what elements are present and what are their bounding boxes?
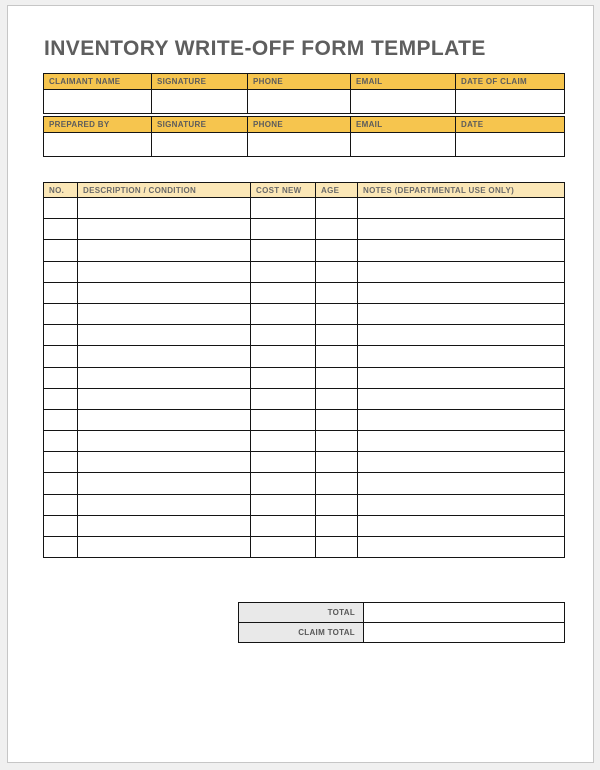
prepared-email-field[interactable] (351, 133, 456, 157)
item-cost-new-cell[interactable] (251, 219, 316, 240)
item-no-cell[interactable] (44, 346, 78, 367)
prepared-phone-header: PHONE (248, 117, 351, 133)
item-notes-cell[interactable] (358, 282, 565, 303)
items-notes-header: NOTES (DEPARTMENTAL USE ONLY) (358, 183, 565, 198)
item-notes-cell[interactable] (358, 537, 565, 558)
items-cost-new-header: COST NEW (251, 183, 316, 198)
items-table (43, 182, 565, 558)
item-cost-new-cell[interactable] (251, 198, 316, 219)
claim-total-value-field[interactable] (364, 623, 565, 643)
claimant-name-field[interactable] (44, 90, 152, 114)
item-cost-new-cell[interactable] (251, 431, 316, 452)
item-row (44, 367, 565, 388)
item-cost-new-cell[interactable] (251, 494, 316, 515)
item-notes-cell[interactable] (358, 431, 565, 452)
item-cost-new-cell[interactable] (251, 282, 316, 303)
item-cost-new-cell[interactable] (251, 515, 316, 536)
item-age-cell[interactable] (316, 240, 358, 261)
item-age-cell[interactable] (316, 261, 358, 282)
item-description-cell[interactable] (78, 325, 251, 346)
page-title: INVENTORY WRITE-OFF FORM TEMPLATE (44, 37, 486, 60)
item-notes-cell[interactable] (358, 303, 565, 324)
item-description-cell[interactable] (78, 219, 251, 240)
claimant-signature-header: SIGNATURE (152, 74, 248, 90)
item-description-cell[interactable] (78, 494, 251, 515)
item-no-cell[interactable] (44, 452, 78, 473)
total-value-field[interactable] (364, 603, 565, 623)
item-description-cell[interactable] (78, 282, 251, 303)
item-age-cell[interactable] (316, 515, 358, 536)
item-no-cell[interactable] (44, 198, 78, 219)
item-description-cell[interactable] (78, 473, 251, 494)
item-no-cell[interactable] (44, 219, 78, 240)
item-age-cell[interactable] (316, 452, 358, 473)
item-notes-cell[interactable] (358, 219, 565, 240)
item-notes-cell[interactable] (358, 452, 565, 473)
item-age-cell[interactable] (316, 431, 358, 452)
item-no-cell[interactable] (44, 325, 78, 346)
item-age-cell[interactable] (316, 409, 358, 430)
item-description-cell[interactable] (78, 452, 251, 473)
items-no-header: NO. (44, 183, 78, 198)
item-row (44, 452, 565, 473)
item-notes-cell[interactable] (358, 240, 565, 261)
item-description-cell[interactable] (78, 537, 251, 558)
item-no-cell[interactable] (44, 473, 78, 494)
item-row (44, 240, 565, 261)
item-cost-new-cell[interactable] (251, 367, 316, 388)
prepared-signature-header: SIGNATURE (152, 117, 248, 133)
item-cost-new-cell[interactable] (251, 388, 316, 409)
claimant-email-field[interactable] (351, 90, 456, 114)
item-notes-cell[interactable] (358, 325, 565, 346)
item-row (44, 515, 565, 536)
claimant-table (43, 73, 565, 114)
item-age-cell[interactable] (316, 198, 358, 219)
item-no-cell[interactable] (44, 388, 78, 409)
prepared-header-row (44, 117, 565, 133)
item-age-cell[interactable] (316, 473, 358, 494)
items-header-row (44, 183, 565, 198)
item-age-cell[interactable] (316, 388, 358, 409)
item-row (44, 431, 565, 452)
item-notes-cell[interactable] (358, 388, 565, 409)
item-cost-new-cell[interactable] (251, 325, 316, 346)
item-no-cell[interactable] (44, 431, 78, 452)
prepared-email-header: EMAIL (351, 117, 456, 133)
item-age-cell[interactable] (316, 219, 358, 240)
item-notes-cell[interactable] (358, 346, 565, 367)
item-row (44, 537, 565, 558)
claimant-header-row (44, 74, 565, 90)
claimant-phone-field[interactable] (248, 90, 351, 114)
item-cost-new-cell[interactable] (251, 409, 316, 430)
item-age-cell[interactable] (316, 282, 358, 303)
item-description-cell[interactable] (78, 367, 251, 388)
prepared-by-field[interactable] (44, 133, 152, 157)
item-row (44, 494, 565, 515)
item-description-cell[interactable] (78, 409, 251, 430)
prepared-signature-field[interactable] (152, 133, 248, 157)
claimant-name-header: CLAIMANT NAME (44, 74, 152, 90)
item-row (44, 346, 565, 367)
item-no-cell[interactable] (44, 303, 78, 324)
item-description-cell[interactable] (78, 240, 251, 261)
item-description-cell[interactable] (78, 346, 251, 367)
item-notes-cell[interactable] (358, 409, 565, 430)
prepared-by-table (43, 116, 565, 157)
item-notes-cell[interactable] (358, 494, 565, 515)
item-row (44, 473, 565, 494)
page (7, 5, 594, 763)
item-cost-new-cell[interactable] (251, 303, 316, 324)
items-age-header: AGE (316, 183, 358, 198)
item-age-cell[interactable] (316, 346, 358, 367)
item-cost-new-cell[interactable] (251, 452, 316, 473)
totals-table (238, 602, 565, 643)
item-row (44, 261, 565, 282)
item-no-cell[interactable] (44, 240, 78, 261)
item-description-cell[interactable] (78, 388, 251, 409)
prepared-by-header: PREPARED BY (44, 117, 152, 133)
item-cost-new-cell[interactable] (251, 537, 316, 558)
item-age-cell[interactable] (316, 303, 358, 324)
prepared-date-field[interactable] (456, 133, 565, 157)
prepared-date-header: DATE (456, 117, 565, 133)
item-no-cell[interactable] (44, 515, 78, 536)
claimant-phone-header: PHONE (248, 74, 351, 90)
item-no-cell[interactable] (44, 409, 78, 430)
total-row (239, 603, 565, 623)
claimant-date-field[interactable] (456, 90, 565, 114)
claimant-date-header: DATE OF CLAIM (456, 74, 565, 90)
item-age-cell[interactable] (316, 367, 358, 388)
item-row (44, 219, 565, 240)
claim-total-row (239, 623, 565, 643)
item-age-cell[interactable] (316, 325, 358, 346)
item-description-cell[interactable] (78, 198, 251, 219)
claimant-signature-field[interactable] (152, 90, 248, 114)
prepared-value-row (44, 133, 565, 157)
item-description-cell[interactable] (78, 261, 251, 282)
item-row (44, 409, 565, 430)
claimant-email-header: EMAIL (351, 74, 456, 90)
item-description-cell[interactable] (78, 515, 251, 536)
item-cost-new-cell[interactable] (251, 261, 316, 282)
item-description-cell[interactable] (78, 303, 251, 324)
item-no-cell[interactable] (44, 282, 78, 303)
total-label: TOTAL (239, 603, 364, 623)
item-row (44, 282, 565, 303)
item-row (44, 388, 565, 409)
item-notes-cell[interactable] (358, 261, 565, 282)
item-age-cell[interactable] (316, 537, 358, 558)
item-notes-cell[interactable] (358, 198, 565, 219)
claim-total-label: CLAIM TOTAL (239, 623, 364, 643)
item-notes-cell[interactable] (358, 473, 565, 494)
items-description-header: DESCRIPTION / CONDITION (78, 183, 251, 198)
item-row (44, 325, 565, 346)
item-no-cell[interactable] (44, 537, 78, 558)
items-tbody (44, 198, 565, 558)
item-row (44, 198, 565, 219)
item-age-cell[interactable] (316, 494, 358, 515)
prepared-phone-field[interactable] (248, 133, 351, 157)
item-row (44, 303, 565, 324)
item-no-cell[interactable] (44, 367, 78, 388)
item-cost-new-cell[interactable] (251, 240, 316, 261)
item-notes-cell[interactable] (358, 515, 565, 536)
item-notes-cell[interactable] (358, 367, 565, 388)
item-no-cell[interactable] (44, 261, 78, 282)
claimant-value-row (44, 90, 565, 114)
item-cost-new-cell[interactable] (251, 346, 316, 367)
item-description-cell[interactable] (78, 431, 251, 452)
item-cost-new-cell[interactable] (251, 473, 316, 494)
item-no-cell[interactable] (44, 494, 78, 515)
